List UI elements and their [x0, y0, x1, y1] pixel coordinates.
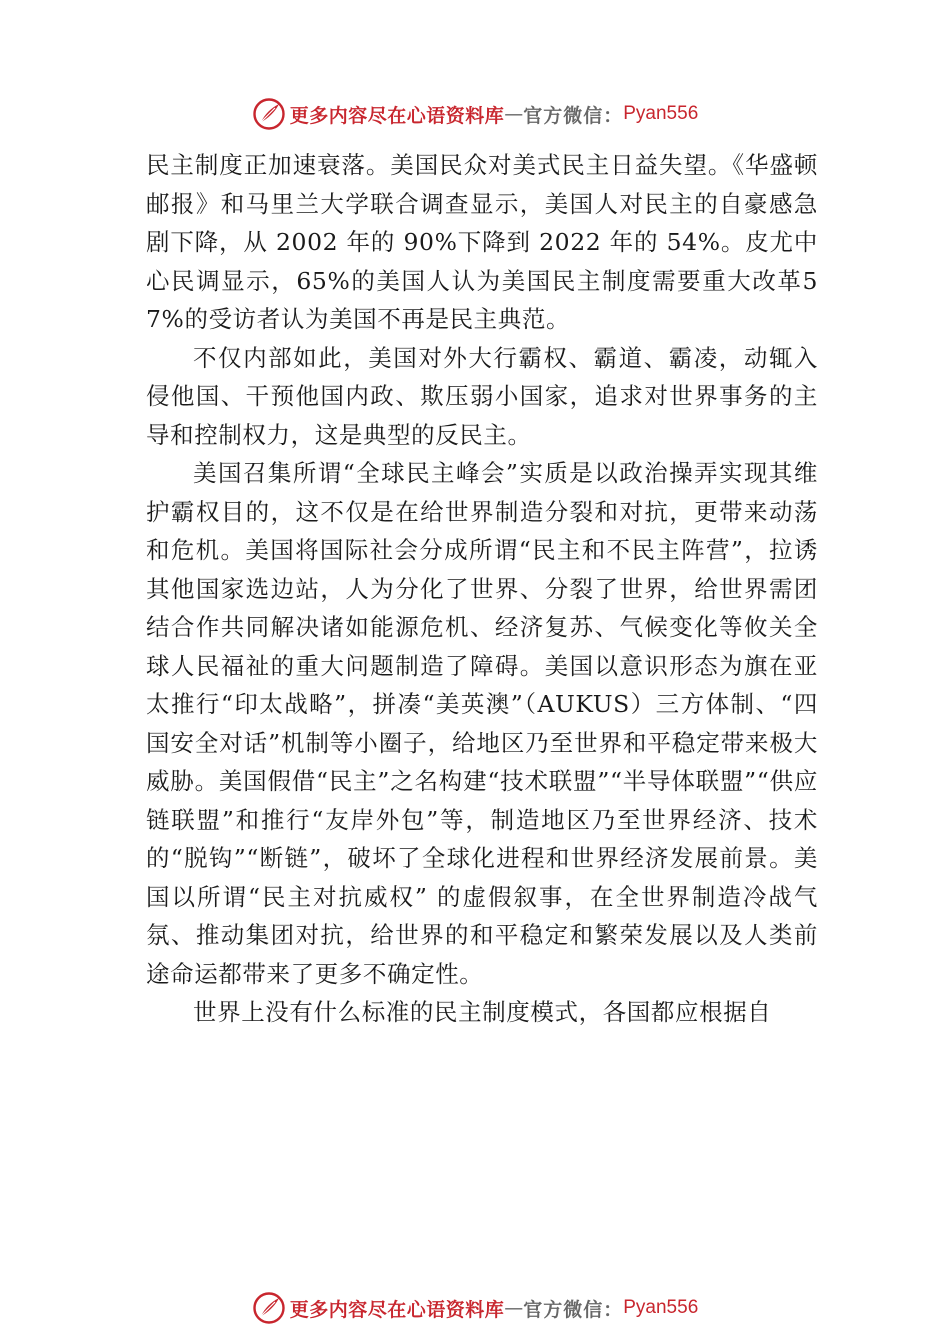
watermark-wechat-id: Pyan556: [623, 1297, 699, 1318]
document-body: [146, 146, 818, 1032]
watermark-brand: 更多内容尽在心语资料库: [289, 1298, 505, 1321]
footer-watermark: [0, 1288, 950, 1328]
quill-logo-icon: [252, 97, 286, 131]
paragraph-4: 世界上没有什么标准的民主制度模式，各国都应根据自: [193, 998, 772, 1026]
paragraph-3: 美国召集所谓“全球民主峰会”实质是以政治操弄实现其维护霸权目的，这不仅是在给世界制造分裂和对抗，更带来动荡和危机。美国将国际社会分成所谓“民主和不民主阵营”，拉诱其他国家选边站，人为分化了世界、分裂了世界，给世界需团结合作共同解决诸如能源危机、经济复苏、气候变化等攸关全球人民福祉的重大问题制造了障碍。美国以意识形态为旗在亚太推行“印太战略”，拼凑“美英澳”（AUKUS）三方体制、“四国安全对话”机制等小圈子，给地区乃至世界和平稳定带来极大威胁。美国假借“民主”之名构建“技术联盟”“半导体联盟”“供应链联盟”和推行“友岸外包”等，制造地区乃至世界经济、技术的“脱钩”“断链”，破坏了全球化进程和世界经济发展前景。美国以所谓“民主对抗威权” 的虚假叙事，在全世界制造冷战气氛、推动集团对抗，给世界的和平稳定和繁荣发展以及人类前途命运都带来了更多不确定性。: [146, 459, 818, 988]
watermark-wechat-label: 官方微信：: [523, 104, 624, 127]
watermark-wechat-id: Pyan556: [623, 103, 699, 124]
paragraph-1: 民主制度正加速衰落。美国民众对美式民主日益失望。《华盛顿邮报》和马里兰大学联合调查显示，美国人对民主的自豪感急剧下降，从 2002 年的 90%下降到 2022 年的 54%。皮尤中心民调显示，65%的美国人认为美国民主制度需要重大改革57%的受访者认为美国不再是民主典范。: [146, 151, 818, 333]
paragraph-2: 不仅内部如此，美国对外大行霸权、霸道、霸凌，动辄入侵他国、干预他国内政、欺压弱小国家，追求对世界事务的主导和控制权力，这是典型的反民主。: [146, 343, 818, 449]
quill-logo-icon: [252, 1291, 286, 1325]
watermark-wechat-label: 官方微信：: [523, 1298, 624, 1321]
watermark-brand: 更多内容尽在心语资料库: [289, 104, 505, 127]
watermark-dash: —: [504, 1297, 524, 1319]
header-watermark: [0, 94, 950, 134]
watermark-dash: —: [504, 103, 524, 125]
